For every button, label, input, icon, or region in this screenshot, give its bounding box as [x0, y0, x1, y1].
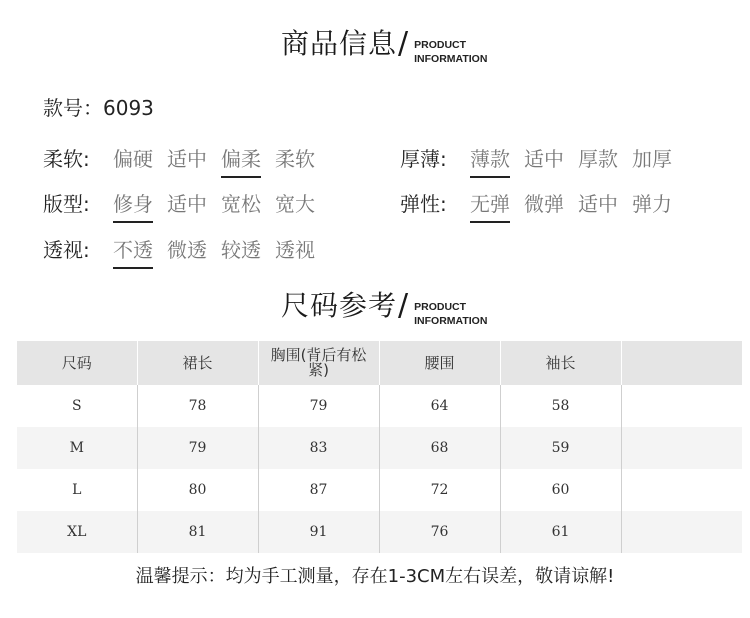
cell-bust: 79 — [258, 385, 379, 427]
fit-label: 版型: — [43, 192, 90, 216]
product-info-subtitle: PRODUCT INFORMATION — [414, 39, 488, 65]
softness-option: 偏硬 — [113, 147, 153, 171]
thickness-option: 适中 — [524, 147, 564, 171]
header-length: 裙长 — [137, 341, 258, 385]
cell-size: XL — [17, 511, 137, 553]
cell-sleeve: 58 — [500, 385, 621, 427]
cell-empty — [621, 427, 742, 469]
header-size: 尺码 — [17, 341, 137, 385]
size-table — [17, 341, 742, 553]
thickness-option: 薄款 — [470, 143, 510, 178]
thickness-option: 厚款 — [578, 147, 618, 171]
table-row — [17, 511, 742, 553]
fit-option: 适中 — [167, 192, 207, 216]
softness-option: 偏柔 — [221, 143, 261, 178]
cell-size: S — [17, 385, 137, 427]
heading-slash: / — [398, 288, 409, 323]
size-table-header — [17, 341, 742, 385]
fit-option: 修身 — [113, 188, 153, 223]
measurement-note: 温馨提示：均为手工测量，存在1-3CM左右误差，敬请谅解! — [135, 566, 615, 587]
size-chart-subtitle: PRODUCT INFORMATION — [414, 301, 488, 327]
sheerness-option: 较透 — [221, 238, 261, 262]
elasticity-option: 适中 — [578, 192, 618, 216]
elasticity-option: 微弹 — [524, 192, 564, 216]
header-sleeve: 袖长 — [500, 341, 621, 385]
cell-length: 79 — [137, 427, 258, 469]
product-info-heading — [281, 27, 487, 66]
cell-length: 80 — [137, 469, 258, 511]
cell-bust: 91 — [258, 511, 379, 553]
thickness-option: 加厚 — [632, 147, 672, 171]
sheerness-option: 微透 — [167, 238, 207, 262]
elasticity-option: 无弹 — [470, 188, 510, 223]
cell-waist: 68 — [379, 427, 500, 469]
sheerness-label: 透视: — [43, 238, 90, 262]
table-row — [17, 385, 742, 427]
cell-empty — [621, 511, 742, 553]
cell-bust: 83 — [258, 427, 379, 469]
table-row — [17, 427, 742, 469]
table-row — [17, 469, 742, 511]
softness-option: 柔软 — [275, 147, 315, 171]
cell-empty — [621, 385, 742, 427]
fit-option: 宽松 — [221, 192, 261, 216]
cell-waist: 64 — [379, 385, 500, 427]
cell-waist: 76 — [379, 511, 500, 553]
attr-thickness — [400, 143, 686, 178]
attr-fit — [43, 188, 329, 223]
style-number: 款号：6093 — [43, 96, 154, 120]
cell-sleeve: 59 — [500, 427, 621, 469]
elasticity-option: 弹力 — [632, 192, 672, 216]
elasticity-label: 弹性: — [400, 192, 447, 216]
sheerness-option: 透视 — [275, 238, 315, 262]
cell-sleeve: 60 — [500, 469, 621, 511]
product-info-title: 商品信息 — [281, 27, 398, 60]
sheerness-option: 不透 — [113, 234, 153, 269]
size-chart-title: 尺码参考 — [281, 289, 398, 322]
softness-label: 柔软: — [43, 147, 90, 171]
size-chart-heading — [281, 289, 487, 328]
header-empty — [621, 341, 742, 385]
header-waist: 腰围 — [379, 341, 500, 385]
attr-softness — [43, 143, 329, 178]
cell-empty — [621, 469, 742, 511]
fit-option: 宽大 — [275, 192, 315, 216]
cell-bust: 87 — [258, 469, 379, 511]
thickness-label: 厚薄: — [400, 147, 447, 171]
cell-sleeve: 61 — [500, 511, 621, 553]
cell-size: L — [17, 469, 137, 511]
cell-length: 78 — [137, 385, 258, 427]
cell-length: 81 — [137, 511, 258, 553]
attr-elasticity — [400, 188, 686, 223]
cell-size: M — [17, 427, 137, 469]
attr-sheerness — [43, 234, 329, 269]
softness-option: 适中 — [167, 147, 207, 171]
header-bust: 胸围(背后有松紧) — [258, 341, 379, 385]
cell-waist: 72 — [379, 469, 500, 511]
heading-slash: / — [398, 26, 409, 61]
